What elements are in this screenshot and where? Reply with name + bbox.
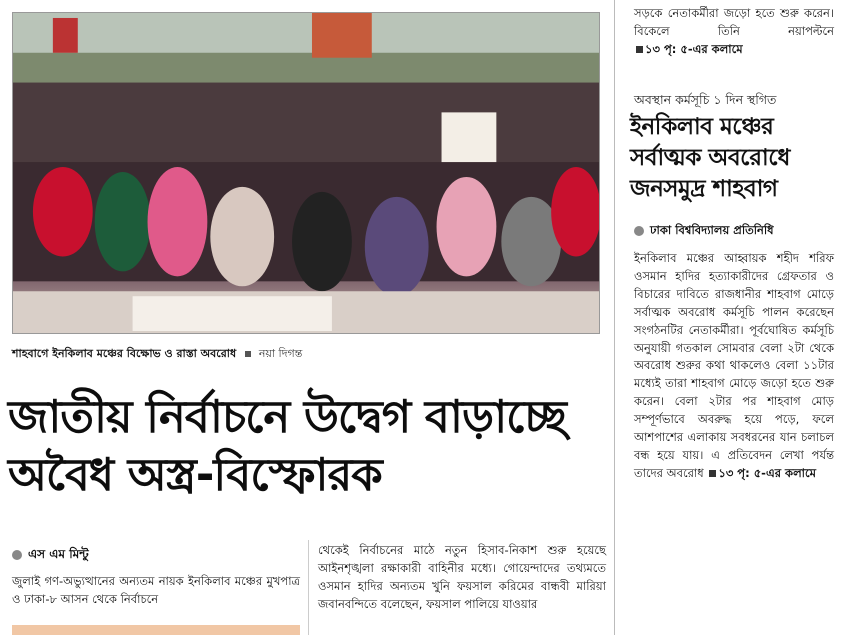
column-divider <box>308 540 309 635</box>
continuation-ref-top[interactable] <box>634 42 743 56</box>
bullet-dot-icon <box>12 550 22 560</box>
continued-text: সড়কে নেতাকর্মীরা জড়ো হতে শুরু করেন। বিকেলে তিনি নয়াপল্টনে <box>634 6 834 38</box>
side-article-body <box>634 250 834 483</box>
side-body-text: ইনকিলাব মঞ্চের আহ্বায়ক শহীদ শরিফ ওসমান হাদির হত্যাকারীদের গ্রেফতার ও বিচারের দাবিতে রাজধানীর শাহবাগ মোড়ে সর্বাত্মক অবরোধ কর্মসূচি পালন করেছেন সংগঠনটির নেতাকর্মীরা। পূর্বঘোষিত কর্মসূচি অনুযায়ী গতকাল সোমবার বেলা ২টা থেকে অবরোধ শুরুর কথা থাকলেও বেলা ১১টার মধ্যেই তারা শাহবাগ মোড়ে জড়ো হতে শুরু করেন। বেলা ২টার পর শাহবাগ মোড় সম্পূর্ণভাবে অবরুদ্ধ হয়ে পড়ে, ফলে আশপাশের এলাকায় সবধরনের যান চলাচল বন্ধ হয়ে যায়। এ প্রতিবেদন লেখা পর্যন্ত তাদের অবরোধ <box>634 251 834 480</box>
square-bullet-icon <box>636 46 643 53</box>
page-column-divider <box>614 0 615 635</box>
side-headline-line-2: সর্বাত্মক অবরোধে <box>630 145 790 171</box>
orange-box-strip <box>12 625 300 635</box>
main-headline <box>8 388 608 504</box>
headline-line-2: অবৈধ অস্ত্র-বিস্ফোরক <box>8 448 382 501</box>
side-byline-text: ঢাকা বিশ্ববিদ্যালয় প্রতিনিধি <box>650 223 774 237</box>
headline-line-1: জাতীয় নির্বাচনে উদ্বেগ বাড়াচ্ছে <box>8 390 566 443</box>
main-article-column-2: থেকেই নির্বাচনের মাঠে নতুন হিসাব-নিকাশ শুরু হয়েছে আইনশৃঙ্খলা রক্ষাকারী বাহিনীর মধ্যে। গোয়েন্দাদের তথ্যমতে ওসমান হাদির অন্যতম খুনি ফয়সাল করিমের বান্ধবী মারিয়া জবানবন্দিতে বলেছেন, ফয়সাল পালিয়ে যাওয়ার <box>318 543 606 611</box>
bullet-dot-icon <box>634 226 644 236</box>
photo-caption <box>12 345 602 364</box>
side-headline-line-1: ইনকিলাব মঞ্চের <box>630 114 774 140</box>
continuation-ref-bottom[interactable] <box>707 466 816 480</box>
continuation-ref-text: ১৩ পৃ: ৫-এর কলামে <box>645 42 743 56</box>
continuation-ref-text: ১৩ পৃ: ৫-এর কলামে <box>718 465 816 480</box>
side-article-kicker: অবস্থান কর্মসূচি ১ দিন স্থগিত <box>634 92 777 107</box>
protest-photo <box>12 12 600 334</box>
photo-credit: নয়া দিগন্ত <box>258 347 303 360</box>
caption-text: শাহবাগে ইনকিলাব মঞ্চের বিক্ষোভ ও রাস্তা অবরোধ <box>12 347 237 360</box>
main-article-column-1: জুলাই গণ-অভ্যুত্থানের অন্যতম নায়ক ইনকিলাব মঞ্চের মুখপাত্র ও ঢাকা-৮ আসন থেকে নির্বাচনে <box>12 574 300 606</box>
main-byline <box>12 546 89 566</box>
side-headline-line-3: জনসমুদ্র শাহবাগ <box>630 176 778 202</box>
square-bullet-icon <box>245 351 251 357</box>
crowd-illustration <box>13 13 599 333</box>
side-article-headline <box>630 112 845 205</box>
side-byline <box>634 222 774 241</box>
square-bullet-icon <box>709 470 716 477</box>
continued-text-top <box>634 4 834 58</box>
byline-text: এস এম মিন্টু <box>28 547 89 561</box>
